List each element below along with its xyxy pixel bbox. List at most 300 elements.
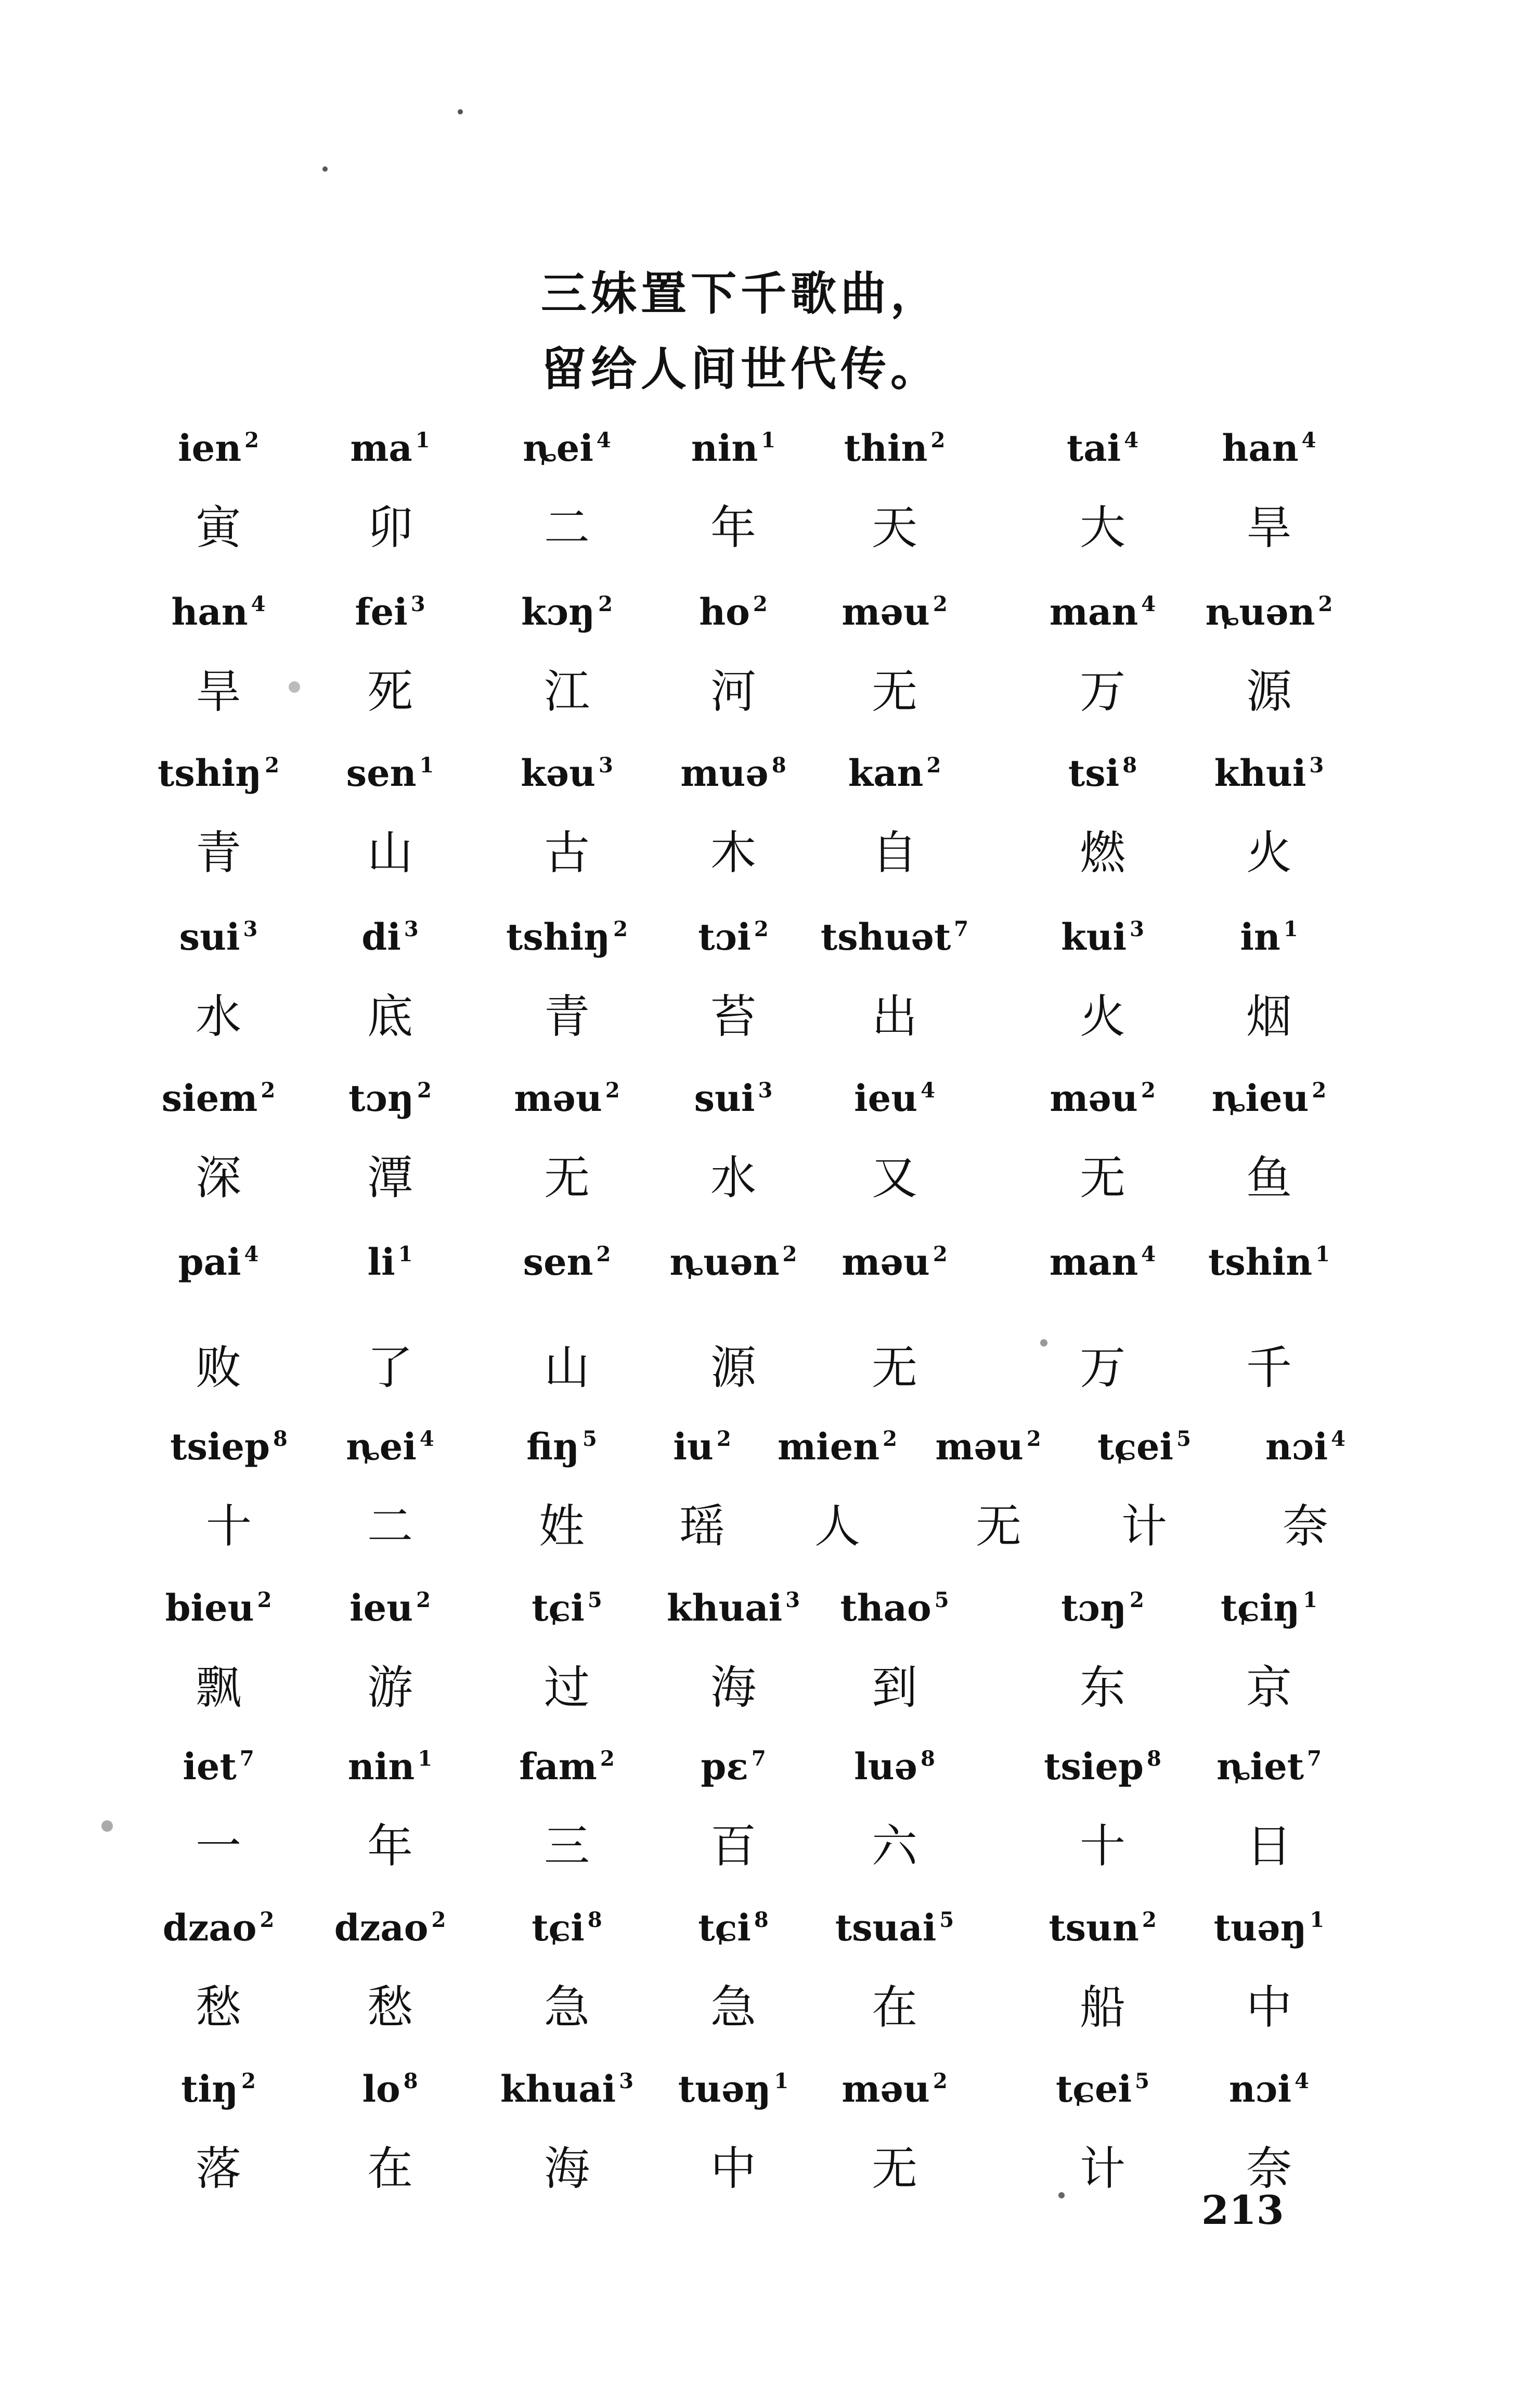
chinese-character: 急 <box>543 1980 590 2034</box>
tone-number: 5 <box>1176 1427 1191 1452</box>
scan-speck <box>1058 2192 1065 2198</box>
romanized-syllable: ho <box>699 590 750 633</box>
tone-number: 1 <box>1283 917 1298 942</box>
tone-number: 2 <box>605 1078 620 1103</box>
tone-number: 3 <box>243 917 258 942</box>
romanization <box>526 1425 597 1468</box>
chinese-character: 奈 <box>1246 2142 1292 2195</box>
text-row <box>0 752 1540 908</box>
romanization <box>844 426 946 470</box>
romanized-syllable: ieu <box>854 1077 918 1120</box>
tone-number: 2 <box>431 1908 446 1933</box>
tone-number: 5 <box>582 1427 597 1452</box>
tone-number: 2 <box>926 753 941 778</box>
romanized-syllable: iu <box>673 1425 714 1468</box>
romanization <box>346 752 434 795</box>
romanized-syllable: məu <box>935 1425 1024 1468</box>
romanization <box>1068 752 1137 795</box>
chinese-character: 百 <box>710 1819 757 1873</box>
chinese-character: 死 <box>367 665 413 718</box>
romanized-syllable: siem <box>161 1077 258 1120</box>
tone-number: 2 <box>782 1242 797 1267</box>
chinese-character: 中 <box>1246 1980 1292 2034</box>
chinese-character: 到 <box>871 1661 918 1714</box>
tone-number: 3 <box>785 1588 800 1613</box>
romanization <box>680 752 786 795</box>
romanized-syllable: tsiep <box>1044 1745 1144 1788</box>
tone-number: 5 <box>1135 2069 1149 2094</box>
romanization <box>1061 1586 1144 1629</box>
romanization <box>521 590 613 633</box>
romanized-syllable: ȵuən <box>1205 590 1315 633</box>
chinese-character: 人 <box>814 1499 861 1553</box>
romanization <box>835 1906 954 1949</box>
romanized-syllable: tiŋ <box>181 2067 238 2111</box>
tone-number: 7 <box>239 1746 254 1771</box>
romanization <box>500 2067 633 2111</box>
romanization <box>514 1077 619 1120</box>
romanized-syllable: nɔi <box>1265 1425 1328 1468</box>
chinese-character: 水 <box>710 1151 757 1205</box>
romanization <box>179 915 258 959</box>
romanized-syllable: tsi <box>1068 752 1120 795</box>
romanized-syllable: di <box>361 915 401 959</box>
tone-number: 4 <box>1124 428 1139 453</box>
romanization <box>1206 590 1333 633</box>
romanization <box>348 1077 432 1120</box>
romanization <box>1221 1586 1317 1629</box>
chinese-character: 源 <box>1246 665 1292 718</box>
scan-speck <box>289 681 300 693</box>
romanized-syllable: ȵuən <box>669 1240 780 1284</box>
tone-number: 3 <box>758 1078 773 1103</box>
romanized-syllable: tshin <box>1208 1240 1313 1284</box>
romanized-syllable: tɔŋ <box>348 1077 415 1120</box>
chinese-character: 败 <box>195 1341 242 1394</box>
romanized-syllable: sui <box>694 1077 755 1120</box>
tone-number: 1 <box>1303 1588 1318 1613</box>
text-row <box>0 1425 1540 1581</box>
romanization <box>699 590 767 633</box>
chinese-character: 河 <box>710 665 757 718</box>
chinese-character: 东 <box>1079 1661 1126 1714</box>
chinese-character: 鱼 <box>1246 1151 1292 1205</box>
romanization <box>355 590 425 633</box>
tone-number: 1 <box>398 1242 413 1267</box>
romanized-syllable: tɕi <box>532 1906 585 1949</box>
romanized-syllable: tuəŋ <box>1213 1906 1307 1949</box>
romanized-syllable: kɔŋ <box>521 590 596 633</box>
chinese-character: 二 <box>543 501 590 554</box>
tone-number: 7 <box>1307 1746 1322 1771</box>
romanized-syllable: tɕiŋ <box>1220 1586 1300 1629</box>
romanization <box>350 426 430 470</box>
romanized-syllable: khuai <box>500 2067 616 2111</box>
text-row <box>0 1745 1540 1901</box>
chinese-character: 海 <box>710 1661 757 1714</box>
chinese-character: 又 <box>871 1151 918 1205</box>
romanized-syllable: pɛ <box>701 1745 748 1788</box>
romanization <box>183 1745 254 1788</box>
tone-number: 2 <box>613 917 628 942</box>
chinese-character: 计 <box>1121 1499 1168 1553</box>
romanized-syllable: ȵieu <box>1211 1077 1309 1120</box>
chinese-character: 寅 <box>195 501 242 554</box>
romanized-syllable: sen <box>346 752 417 795</box>
tone-number: 4 <box>596 428 611 453</box>
chinese-character: 源 <box>710 1341 757 1394</box>
romanized-syllable: dzao <box>334 1906 429 1949</box>
romanization <box>842 1240 947 1284</box>
tone-number: 7 <box>954 917 969 942</box>
romanization <box>842 590 947 633</box>
chinese-character: 无 <box>1079 1151 1126 1205</box>
chinese-character: 火 <box>1246 826 1292 879</box>
chinese-character: 青 <box>195 826 242 879</box>
chinese-character: 万 <box>1079 665 1126 718</box>
romanized-syllable: kan <box>848 752 924 795</box>
tone-number: 4 <box>1141 592 1156 617</box>
romanization <box>1097 1425 1191 1468</box>
tone-number: 3 <box>410 592 425 617</box>
tone-number: 8 <box>921 1746 935 1771</box>
romanization <box>172 590 266 633</box>
romanization <box>673 1425 731 1468</box>
chinese-character: 燃 <box>1079 826 1126 879</box>
romanization <box>1240 915 1298 959</box>
chinese-character: 飘 <box>195 1661 242 1714</box>
romanization <box>506 915 628 959</box>
chinese-character: 二 <box>367 1499 413 1553</box>
romanization <box>162 1077 275 1120</box>
romanization <box>1222 426 1316 470</box>
tone-number: 3 <box>1309 753 1324 778</box>
romanization <box>523 1240 611 1284</box>
chinese-character: 姓 <box>538 1499 585 1553</box>
romanized-syllable: iet <box>183 1745 237 1788</box>
tone-number: 2 <box>600 1746 615 1771</box>
romanization <box>523 426 611 470</box>
chinese-character: 急 <box>710 1980 757 2034</box>
chinese-character: 海 <box>543 2142 590 2195</box>
romanized-syllable: tshiŋ <box>506 915 611 959</box>
romanization <box>1214 752 1324 795</box>
romanized-syllable: ien <box>178 426 242 470</box>
chinese-character: 计 <box>1079 2142 1126 2195</box>
chinese-character: 无 <box>871 2142 918 2195</box>
tone-number: 4 <box>251 592 266 617</box>
chinese-character: 山 <box>367 826 413 879</box>
romanized-syllable: tɕi <box>532 1586 585 1629</box>
tone-number: 2 <box>753 592 768 617</box>
romanization <box>178 1240 259 1284</box>
romanized-syllable: tɕei <box>1056 2067 1132 2111</box>
tone-number: 4 <box>1301 428 1316 453</box>
romanization <box>532 1906 602 1949</box>
chinese-character: 无 <box>871 665 918 718</box>
romanization <box>178 426 259 470</box>
romanized-syllable: thao <box>840 1586 931 1629</box>
text-row <box>0 590 1540 746</box>
chinese-character: 烟 <box>1246 990 1292 1043</box>
chinese-character: 瑶 <box>679 1499 726 1553</box>
romanized-syllable: tɔi <box>698 915 751 959</box>
chinese-character: 了 <box>367 1341 413 1394</box>
chinese-character: 水 <box>195 990 242 1043</box>
romanized-syllable: tshuət <box>820 915 951 959</box>
romanization <box>1265 1425 1345 1468</box>
text-row <box>0 1586 1540 1742</box>
chinese-character: 古 <box>543 826 590 879</box>
romanized-syllable: kəu <box>521 752 596 795</box>
chinese-character: 过 <box>543 1661 590 1714</box>
text-row <box>0 1077 1540 1233</box>
romanized-syllable: tsun <box>1049 1906 1139 1949</box>
tone-number: 8 <box>754 1908 769 1933</box>
chinese-character: 江 <box>543 665 590 718</box>
romanized-syllable: in <box>1240 915 1280 959</box>
romanized-syllable: məu <box>842 2067 930 2111</box>
chinese-character: 木 <box>710 826 757 879</box>
romanized-syllable: nin <box>347 1745 415 1788</box>
romanization <box>1050 1077 1155 1120</box>
romanized-syllable: tai <box>1066 426 1121 470</box>
tone-number: 2 <box>716 1427 731 1452</box>
romanization <box>1214 1906 1325 1949</box>
romanization <box>821 915 968 959</box>
romanized-syllable: tshiŋ <box>158 752 262 795</box>
romanization <box>532 1586 602 1629</box>
scan-speck <box>101 1820 113 1832</box>
chinese-character: 天 <box>871 501 918 554</box>
romanization <box>181 2067 256 2111</box>
romanized-syllable: han <box>1222 426 1299 470</box>
tone-number: 3 <box>619 2069 634 2094</box>
romanized-syllable: ȵei <box>346 1425 417 1468</box>
romanization <box>170 1425 288 1468</box>
tone-number: 8 <box>1146 1746 1161 1771</box>
tone-number: 2 <box>754 917 769 942</box>
tone-number: 2 <box>1026 1427 1041 1452</box>
tone-number: 1 <box>419 753 434 778</box>
tone-number: 2 <box>930 428 946 453</box>
romanization <box>1050 1240 1156 1284</box>
tone-number: 2 <box>1130 1588 1144 1613</box>
romanization <box>521 752 613 795</box>
romanization <box>698 1906 768 1949</box>
chinese-character: 一 <box>195 1819 242 1873</box>
romanization <box>350 1586 431 1629</box>
chinese-character: 万 <box>1079 1341 1126 1394</box>
chinese-character: 出 <box>871 990 918 1043</box>
romanized-syllable: məu <box>514 1077 602 1120</box>
romanized-syllable: tsiep <box>170 1425 270 1468</box>
chinese-character: 日 <box>1246 1819 1292 1873</box>
tone-number: 7 <box>751 1746 766 1771</box>
chinese-character: 青 <box>543 990 590 1043</box>
romanization <box>854 1745 935 1788</box>
romanization <box>935 1425 1041 1468</box>
tone-number: 8 <box>1122 753 1137 778</box>
tone-number: 2 <box>417 1078 432 1103</box>
tone-number: 1 <box>1310 1908 1325 1933</box>
tone-number: 8 <box>403 2069 418 2094</box>
romanized-syllable: ma <box>350 426 412 470</box>
romanization <box>667 1586 800 1629</box>
romanized-syllable: tɔŋ <box>1061 1586 1127 1629</box>
romanization <box>701 1745 766 1788</box>
chinese-character: 奈 <box>1282 1499 1329 1553</box>
romanization <box>158 752 279 795</box>
romanized-syllable: mien <box>778 1425 880 1468</box>
romanized-syllable: tɕi <box>698 1906 751 1949</box>
romanized-syllable: khuai <box>666 1586 783 1629</box>
romanized-syllable: sui <box>179 915 240 959</box>
poem-title-line-1: 三妹置下千歌曲， <box>541 266 941 320</box>
romanization <box>678 2067 789 2111</box>
chinese-character: 十 <box>1079 1819 1126 1873</box>
tone-number: 3 <box>599 753 613 778</box>
romanization <box>698 915 768 959</box>
romanization <box>1049 1906 1156 1949</box>
tone-number: 8 <box>587 1908 602 1933</box>
romanized-syllable: han <box>171 590 248 633</box>
romanized-syllable: məu <box>842 1240 930 1284</box>
tone-number: 2 <box>260 1908 275 1933</box>
tone-number: 3 <box>1130 917 1144 942</box>
tone-number: 2 <box>883 1427 897 1452</box>
tone-number: 2 <box>1142 1908 1157 1933</box>
romanization <box>1056 2067 1149 2111</box>
chinese-character: 旱 <box>1246 501 1292 554</box>
romanization <box>778 1425 897 1468</box>
tone-number: 2 <box>596 1242 611 1267</box>
romanization <box>165 1586 272 1629</box>
tone-number: 2 <box>1318 592 1333 617</box>
chinese-character: 卯 <box>367 501 413 554</box>
text-row <box>0 1240 1540 1396</box>
romanization <box>1217 1745 1322 1788</box>
tone-number: 8 <box>273 1427 288 1452</box>
romanization <box>694 1077 773 1120</box>
tone-number: 2 <box>933 592 948 617</box>
text-row <box>0 2067 1540 2223</box>
scan-speck <box>458 109 463 114</box>
romanized-syllable: fam <box>519 1745 597 1788</box>
text-row <box>0 915 1540 1071</box>
tone-number: 1 <box>761 428 776 453</box>
romanized-syllable: tsuai <box>835 1906 937 1949</box>
romanized-syllable: pai <box>178 1240 241 1284</box>
romanized-syllable: dzao <box>162 1906 257 1949</box>
romanized-syllable: luə <box>854 1745 918 1788</box>
romanized-syllable: bieu <box>165 1586 254 1629</box>
chinese-character: 自 <box>871 826 918 879</box>
tone-number: 2 <box>244 428 259 453</box>
tone-number: 1 <box>415 428 430 453</box>
chinese-character: 年 <box>367 1819 413 1873</box>
chinese-character: 深 <box>195 1151 242 1205</box>
tone-number: 2 <box>261 1078 276 1103</box>
tone-number: 4 <box>1141 1242 1156 1267</box>
chinese-character: 无 <box>975 1499 1022 1553</box>
romanized-syllable: thin <box>844 426 928 470</box>
romanization <box>334 1906 446 1949</box>
tone-number: 5 <box>934 1588 949 1613</box>
scan-speck <box>1040 1339 1047 1347</box>
chinese-character: 年 <box>710 501 757 554</box>
tone-number: 1 <box>1315 1242 1330 1267</box>
tone-number: 2 <box>1312 1078 1327 1103</box>
chinese-character: 无 <box>871 1341 918 1394</box>
chinese-character: 潭 <box>367 1151 413 1205</box>
romanized-syllable: məu <box>842 590 930 633</box>
romanized-syllable: sen <box>523 1240 593 1284</box>
romanized-syllable: li <box>367 1240 395 1284</box>
romanized-syllable: tɕei <box>1097 1425 1174 1468</box>
romanization <box>842 2067 947 2111</box>
romanized-syllable: man <box>1049 590 1138 633</box>
chinese-character: 旱 <box>195 665 242 718</box>
chinese-character: 千 <box>1246 1341 1292 1394</box>
tone-number: 8 <box>771 753 786 778</box>
chinese-character: 落 <box>195 2142 242 2195</box>
tone-number: 1 <box>774 2069 789 2094</box>
text-row <box>0 426 1540 582</box>
romanization <box>854 1077 935 1120</box>
chinese-character: 船 <box>1079 1980 1126 2034</box>
romanization <box>1212 1077 1326 1120</box>
chinese-character: 底 <box>367 990 413 1043</box>
chinese-character: 大 <box>1079 501 1126 554</box>
romanization <box>348 1745 432 1788</box>
romanized-syllable: man <box>1049 1240 1138 1284</box>
tone-number: 2 <box>933 1242 948 1267</box>
romanization <box>362 2067 418 2111</box>
chinese-character: 山 <box>543 1341 590 1394</box>
romanized-syllable: lo <box>362 2067 400 2111</box>
romanized-syllable: məu <box>1050 1077 1138 1120</box>
tone-number: 2 <box>933 2069 948 2094</box>
tone-number: 1 <box>418 1746 433 1771</box>
scan-speck <box>322 166 328 172</box>
romanization <box>1050 590 1156 633</box>
chinese-character: 在 <box>367 2142 413 2195</box>
romanization <box>848 752 941 795</box>
chinese-character: 苔 <box>710 990 757 1043</box>
tone-number: 3 <box>404 917 419 942</box>
romanization <box>840 1586 949 1629</box>
romanization <box>367 1240 412 1284</box>
chinese-character: 火 <box>1079 990 1126 1043</box>
romanized-syllable: ȵei <box>523 426 593 470</box>
romanization <box>1061 915 1144 959</box>
chinese-character: 六 <box>871 1819 918 1873</box>
tone-number: 5 <box>939 1908 954 1933</box>
tone-number: 4 <box>244 1242 259 1267</box>
chinese-character: 在 <box>871 1980 918 2034</box>
romanized-syllable: muə <box>680 752 769 795</box>
tone-number: 2 <box>241 2069 256 2094</box>
romanized-syllable: kui <box>1061 915 1127 959</box>
text-row <box>0 1906 1540 2062</box>
romanization <box>519 1745 614 1788</box>
chinese-character: 三 <box>543 1819 590 1873</box>
romanized-syllable: fei <box>355 590 408 633</box>
tone-number: 4 <box>921 1078 935 1103</box>
romanization <box>346 1425 434 1468</box>
romanized-syllable: ȵiet <box>1217 1745 1304 1788</box>
